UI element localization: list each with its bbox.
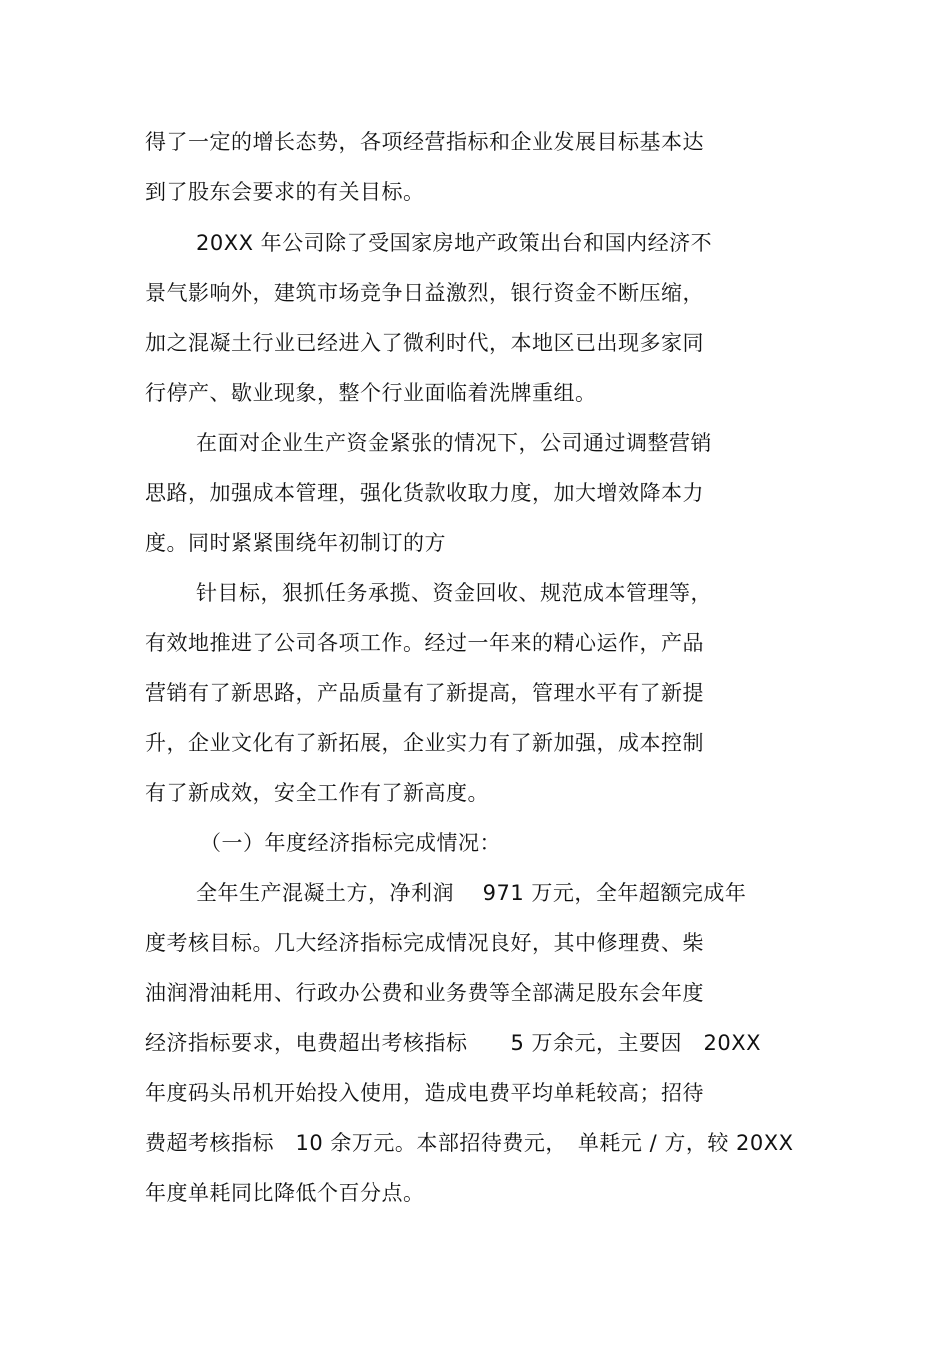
text-line: 针目标，狠抓任务承揽、资金回收、规范成本管理等，	[196, 581, 712, 605]
text-line: 有了新成效，安全工作有了新高度。	[145, 781, 489, 805]
text-line: 年度码头吊机开始投入使用，造成电费平均单耗较高；招待	[145, 1081, 704, 1105]
text-line: 经济指标要求，电费超出考核指标 5 万余元，主要因 20XX	[145, 1031, 762, 1055]
text-line: 20XX 年公司除了受国家房地产政策出台和国内经济不	[196, 231, 713, 255]
text-line: 升，企业文化有了新拓展，企业实力有了新加强，成本控制	[145, 731, 704, 755]
text-line: 到了股东会要求的有关目标。	[145, 180, 425, 204]
text-line: 行停产、歇业现象，整个行业面临着洗牌重组。	[145, 381, 597, 405]
text-line: 有效地推进了公司各项工作。经过一年来的精心运作，产品	[145, 631, 704, 655]
text-line: 度考核目标。几大经济指标完成情况良好，其中修理费、柴	[145, 931, 704, 955]
text-line: 油润滑油耗用、行政办公费和业务费等全部满足股东会年度	[145, 981, 704, 1005]
text-line: 加之混凝土行业已经进入了微利时代，本地区已出现多家同	[145, 331, 704, 355]
text-line: 在面对企业生产资金紧张的情况下，公司通过调整营销	[196, 431, 712, 455]
text-line: 度。同时紧紧围绕年初制订的方	[145, 531, 446, 555]
text-line: 年度单耗同比降低个百分点。	[145, 1181, 425, 1205]
text-line: 得了一定的增长态势，各项经营指标和企业发展目标基本达	[145, 130, 704, 154]
section-heading: （一）年度经济指标完成情况：	[200, 831, 501, 855]
text-line: 营销有了新思路，产品质量有了新提高，管理水平有了新提	[145, 681, 704, 705]
text-line: 全年生产混凝土方，净利润 971 万元，全年超额完成年	[196, 881, 747, 905]
text-line: 景气影响外，建筑市场竞争日益激烈，银行资金不断压缩，	[145, 281, 704, 305]
text-line: 思路，加强成本管理，强化货款收取力度，加大增效降本力	[145, 481, 704, 505]
text-line: 费超考核指标 10 余万元。本部招待费元， 单耗元 / 方，较 20XX	[145, 1131, 794, 1155]
